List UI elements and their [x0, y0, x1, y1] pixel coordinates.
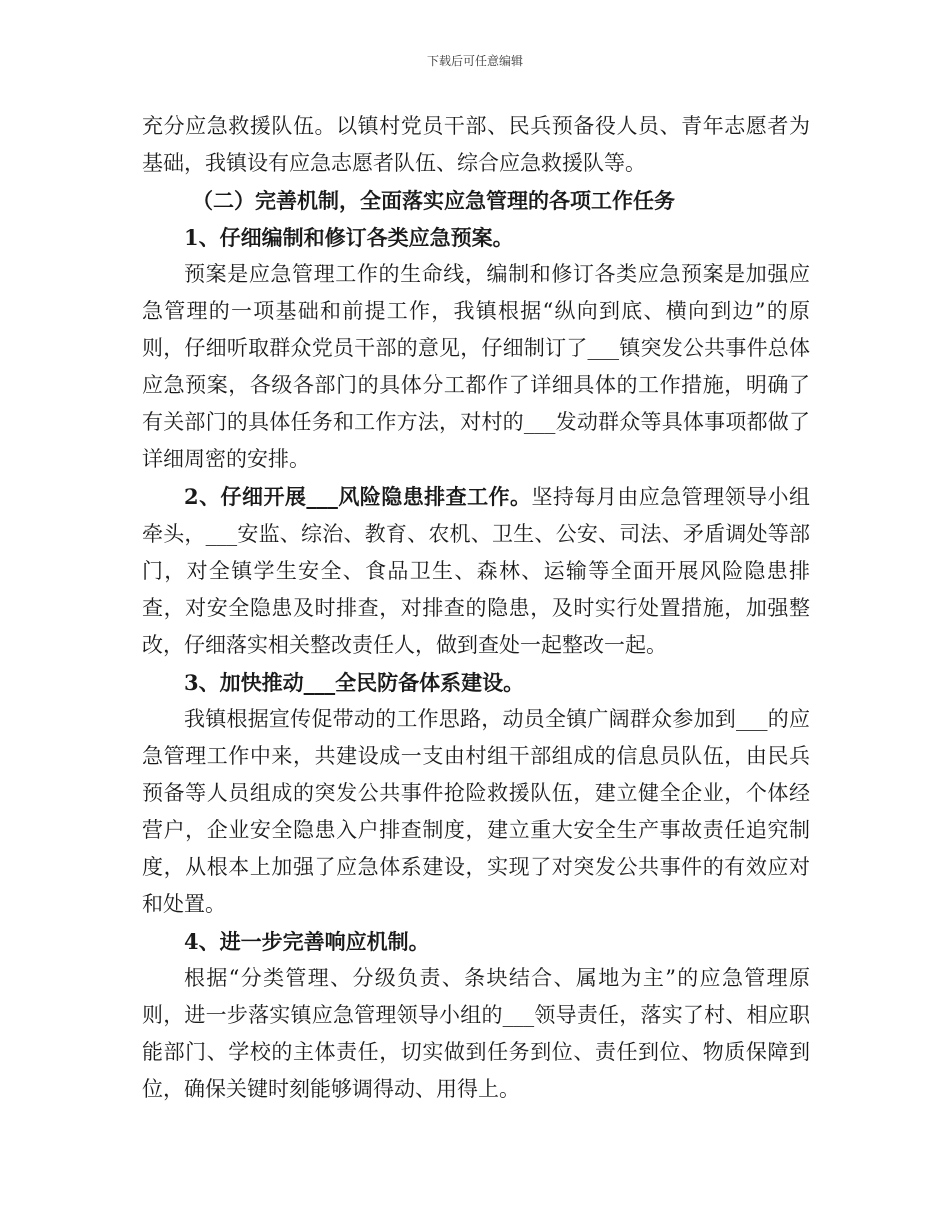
- page-header: 下载后可任意编辑: [426, 54, 523, 68]
- subheading-defense-system: 3、加快推动___全民防备体系建设。: [184, 670, 525, 695]
- paragraph-defense-system: 我镇根据宣传促带动的工作思路，动员全镇广阔群众参加到___的应急管理工作中来，共建设成一支由村组干部组成的信息员队伍，由民兵预备等人员组成的突发公共事件抢险救援队伍，建立健全企业，个体经营户，企业安全隐患入户排查制度，建立重大安全生产事故责任追究制度，从根本上加强了应急体系建设，实现了对突发公共事件的有效应对和处置。: [142, 707, 810, 916]
- paragraph-response-mechanism: 根据“分类管理、分级负责、条块结合、属地为主”的应急管理原则，进一步落实镇应急管理领导小组的___领导责任，落实了村、相应职能部门、学校的主体责任，切实做到任务到位、责任到位、物质保障到位，确保关键时刻能够调得动、用得上。: [142, 966, 810, 1101]
- document-body: [142, 108, 810, 1108]
- subheading-risk-inspection: 2、仔细开展___风险隐患排查工作。: [184, 484, 532, 509]
- subheading-response-mechanism: 4、进一步完善响应机制。: [184, 929, 430, 954]
- paragraph-emergency-plans: 预案是应急管理工作的生命线，编制和修订各类应急预案是加强应急管理的一项基础和前提工作，我镇根据“纵向到底、横向到边”的原则，仔细听取群众党员干部的意见，仔细制订了___镇突发公共事件总体应急预案，各级各部门的具体分工都作了详细具体的工作措施，明确了有关部门的具体任务和工作方法，对村的___发动群众等具体事项都做了详细周密的安排。: [142, 262, 810, 471]
- section-heading-mechanisms: （二）完善机制，全面落实应急管理的各项工作任务: [192, 188, 675, 213]
- subheading-emergency-plans: 1、仔细编制和修订各类应急预案。: [184, 225, 514, 250]
- risk-inspection-text: 坚持每月由应急管理领导小组牵头，___安监、综治、教育、农机、卫生、公安、司法、矛盾调处等部门，对全镇学生安全、食品卫生、森林、运输等全面开展风险隐患排查，对安全隐患及时排查，对排查的隐患，及时实行处置措施，加强整改，仔细落实相关整改责任人，做到查处一起整改一起。: [142, 485, 810, 657]
- paragraph-risk-inspection: [142, 478, 810, 664]
- paragraph-emergency-teams: 充分应急救援队伍。以镇村党员干部、民兵预备役人员、青年志愿者为基础，我镇设有应急志愿者队伍、综合应急救援队等。: [142, 114, 810, 175]
